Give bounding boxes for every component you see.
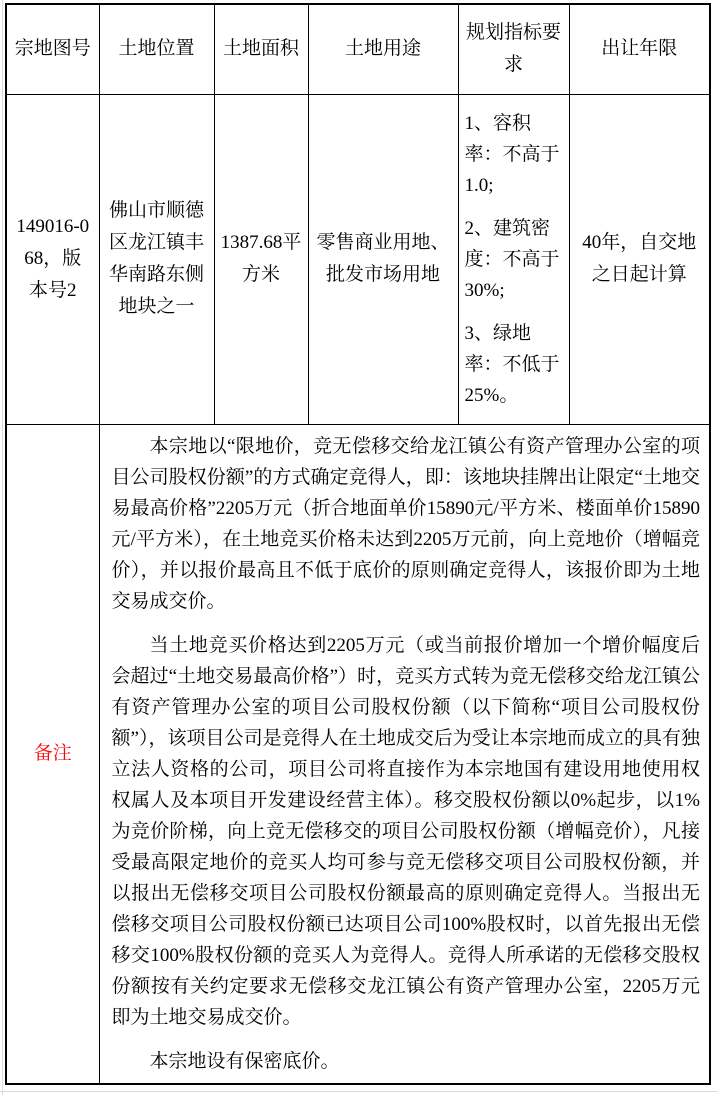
cell-land-location: 佛山市顺德区龙江镇丰华南路东侧地块之一	[99, 94, 214, 424]
cell-planning-requirements	[458, 94, 569, 424]
remarks-paragraph-price-limit: 本宗地以“限地价，竞无偿移交给龙江镇公有资产管理办公室的项目公司股权份额”的方式确定竞得人，即：该地块挂牌出让限定“土地交易最高价格”2205万元（折合地面单价15890元/平方米、楼面单价15890元/平方米），在土地竞买价格未达到2205万元前，向上竞地价（增幅竞价），并以报价最高且不低于底价的原则确定竞得人，该报价即为土地交易成交价。	[111, 435, 700, 612]
remarks-paragraph-secret-reserve: 本宗地设有保密底价。	[149, 1050, 340, 1072]
cell-tenure: 40年，自交地之日起计算	[569, 94, 710, 424]
header-tenure: 出让年限	[569, 4, 710, 94]
cell-land-use: 零售商业用地、批发市场用地	[308, 94, 458, 424]
header-parcel-map-no: 宗地图号	[6, 4, 99, 94]
cell-land-area: 1387.68平方米	[214, 94, 308, 424]
remarks-content	[99, 424, 710, 1084]
parcel-data-row	[6, 94, 710, 424]
header-land-location: 土地位置	[99, 4, 214, 94]
remarks-paragraph-equity-transfer: 当土地竞买价格达到2205万元（或当前报价增加一个增价幅度后会超过“土地交易最高价格”）时，竞买方式转为竞无偿移交给龙江镇公有资产管理办公室的项目公司股权份额（以下简称“项目公司股权份额”），该项目公司是竞得人在土地成交后为受让本宗地而成立的具有独立法人资格的公司，项目公司将直接作为本宗地国有建设用地使用权权属人及本项目开发建设经营主体）。移交股权份额以0%起步，以1%为竞价阶梯，向上竞无偿移交的项目公司股权份额（增幅竞价），凡接受最高限定地价的竞买人均可参与竞无偿移交项目公司股权份额，并以报出无偿移交项目公司股权份额最高的原则确定竞得人。当报出无偿移交项目公司股权份额已达项目公司100%股权时，以首先报出无偿移交100%股权份额的竞买人为竞得人。竞得人所承诺的无偿移交股权份额按有关约定要求无偿移交龙江镇公有资产管理办公室，2205万元即为土地交易成交价。	[111, 634, 700, 1028]
page-left-edge	[2, 0, 3, 1095]
header-land-area: 土地面积	[214, 4, 308, 94]
remarks-label: 备注	[6, 424, 99, 1084]
table-header-row	[6, 4, 710, 94]
land-parcel-table	[5, 3, 711, 1085]
remarks-row	[6, 424, 710, 1084]
header-land-use: 土地用途	[308, 4, 458, 94]
header-planning-requirements: 规划指标要求	[458, 4, 569, 94]
planning-item-building-density: 2、建筑密度：不高于30%;	[464, 217, 560, 301]
planning-item-plot-ratio: 1、容积率：不高于1.0;	[464, 112, 560, 196]
page-bottom-edge	[0, 1091, 718, 1092]
cell-parcel-map-no: 149016-068，版本号2	[6, 94, 99, 424]
planning-item-green-ratio: 3、绿地率：不低于25%。	[464, 322, 560, 406]
